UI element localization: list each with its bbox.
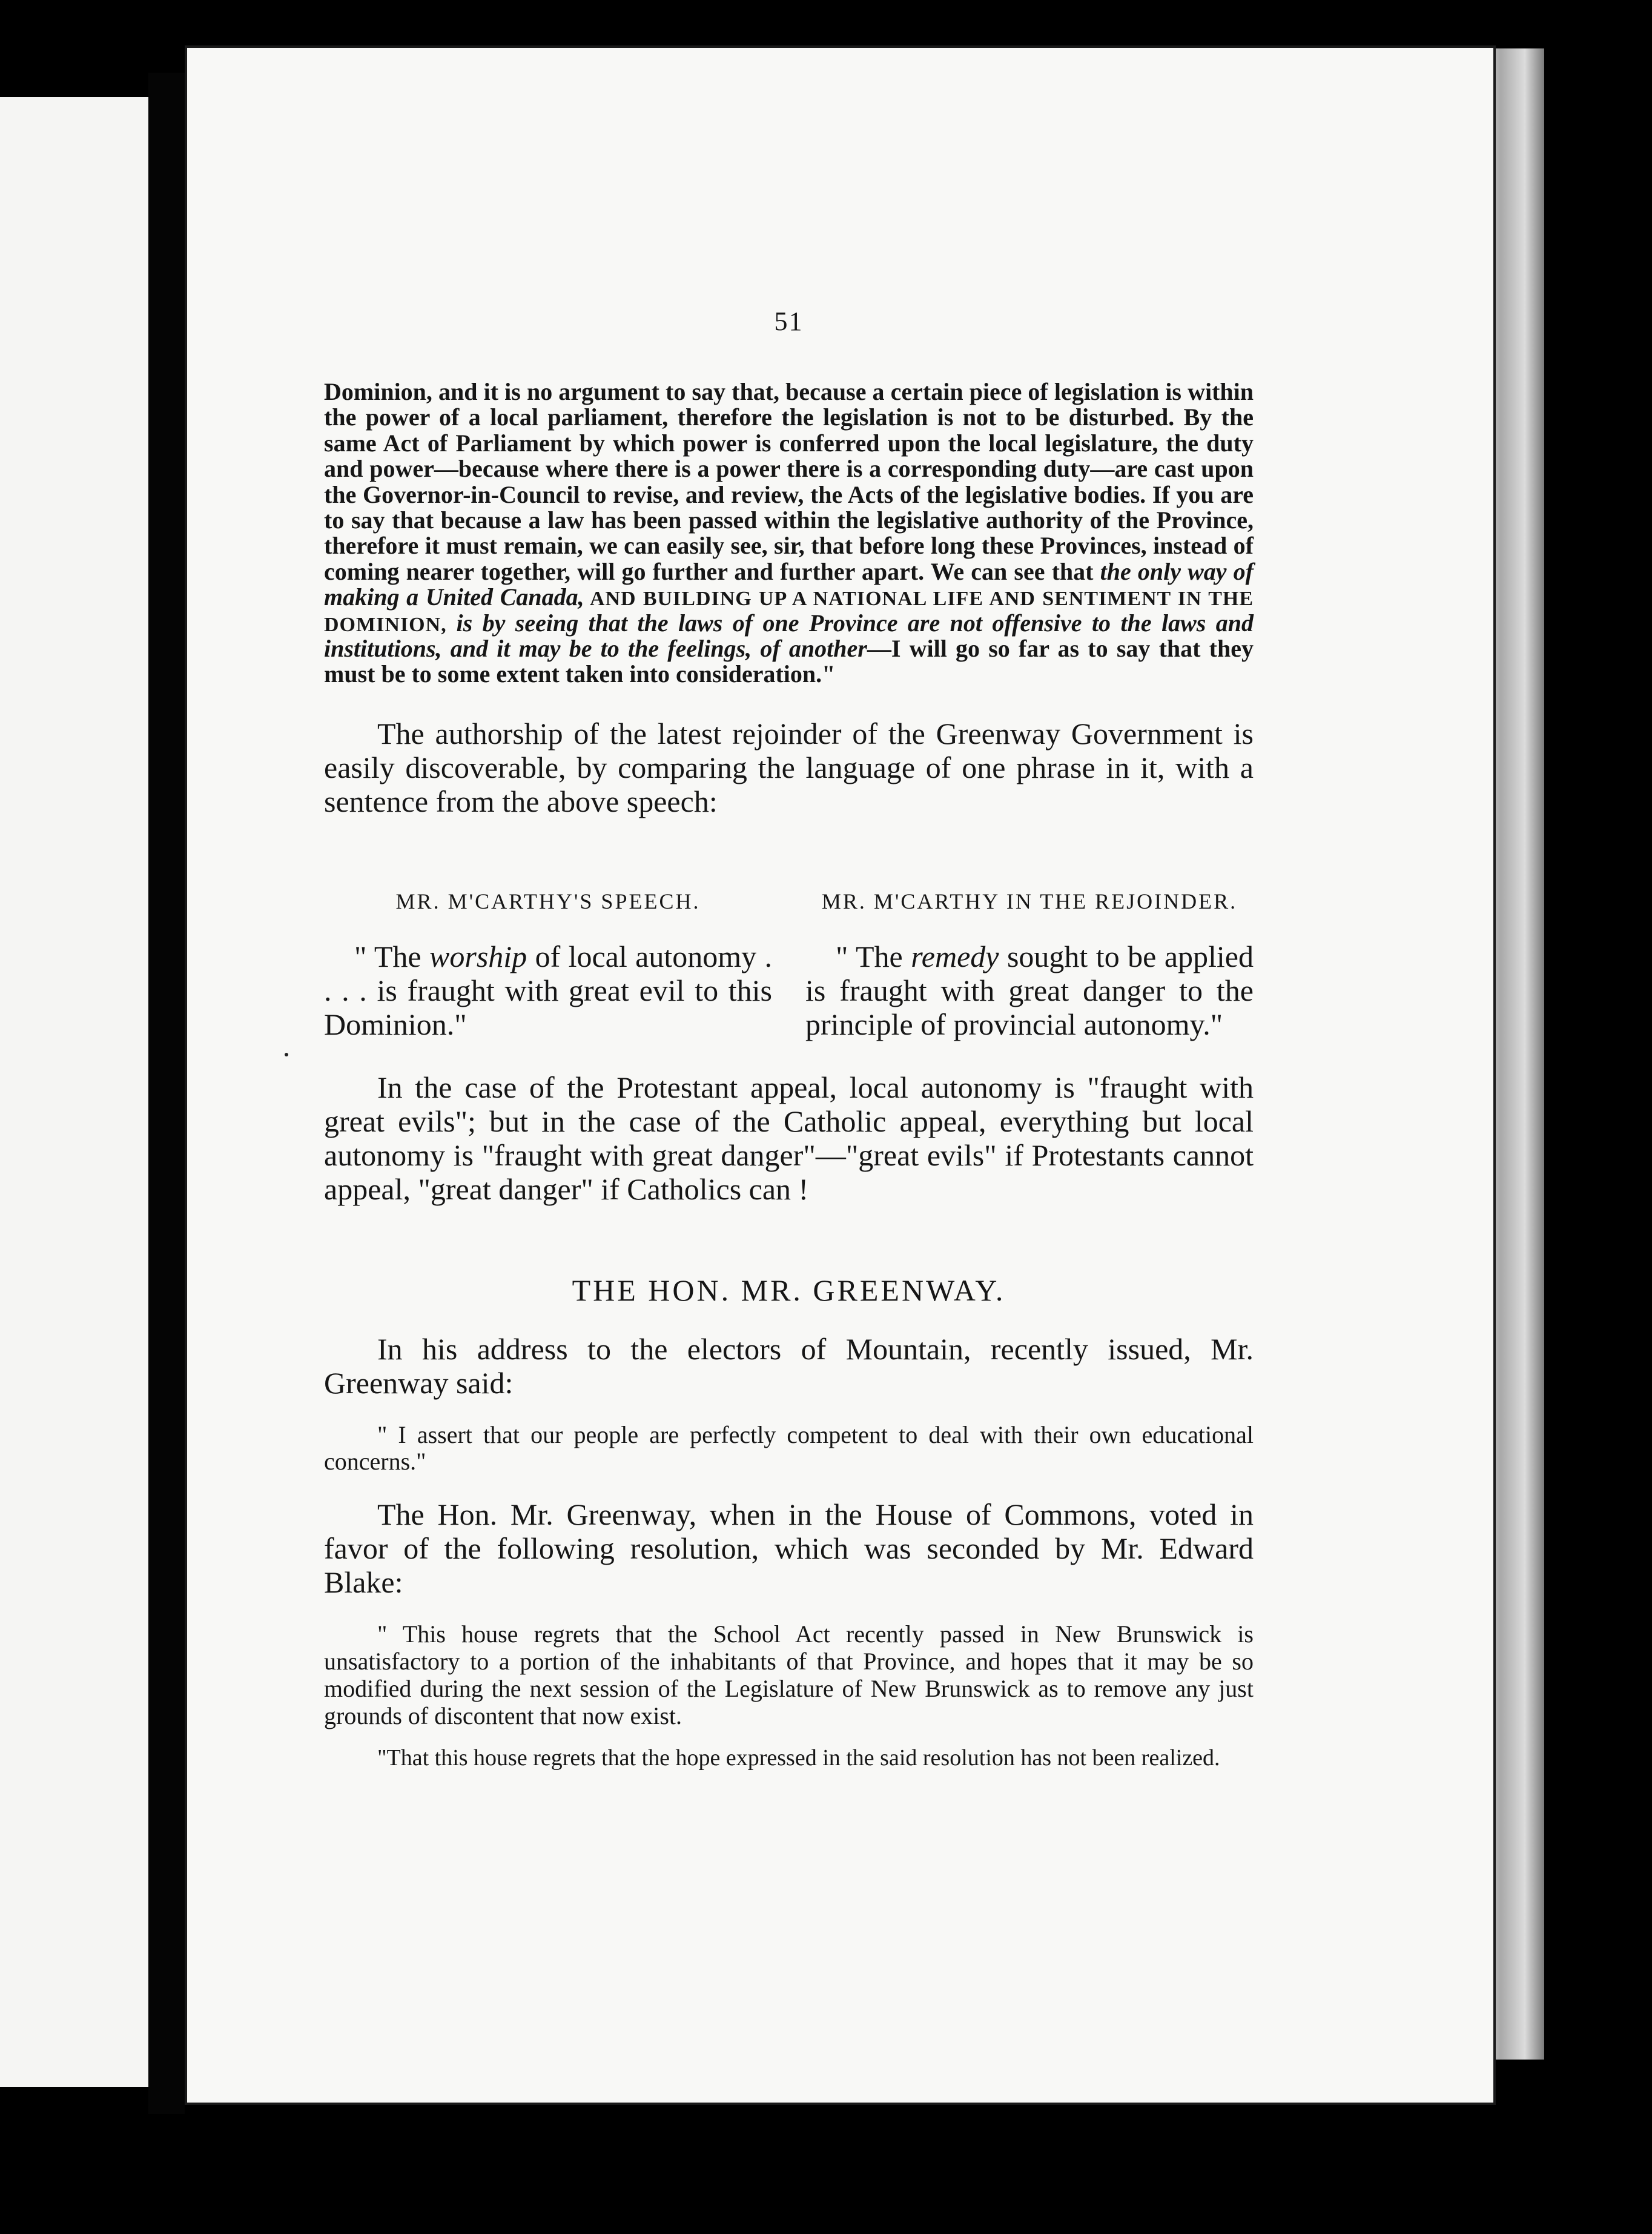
comparison-right-emphasis: remedy bbox=[911, 939, 999, 973]
comparison-right-pre: " The bbox=[836, 939, 911, 973]
comparison-left-column bbox=[324, 861, 772, 1041]
comparison-left-post: of local autonomy . . . . is fraught with great evil to this Dominion." bbox=[324, 939, 773, 1041]
comparison-left-heading: MR. M'CARTHY'S SPEECH. bbox=[395, 889, 701, 913]
opening-quote bbox=[324, 379, 1254, 688]
page-number: 51 bbox=[774, 307, 804, 336]
comparison-right-post: sought to be applied is fraught with great danger to the principle of provincial autonomy." bbox=[805, 939, 1254, 1041]
comparison-left-emphasis: worship bbox=[429, 939, 527, 973]
comparison-right-text bbox=[805, 940, 1254, 1041]
paragraph-address: In his address to the electors of Mountain, recently issued, Mr. Greenway said: bbox=[324, 1331, 1254, 1400]
quote-assert: " I assert that our people are perfectly competent to deal with their own educational concerns." bbox=[324, 1420, 1254, 1476]
comparison-right-column bbox=[805, 861, 1254, 1041]
opening-quote-part2: —I will go so far as to say that they must be to some extent taken into consideration." bbox=[324, 634, 1254, 688]
book-gutter bbox=[148, 73, 185, 2114]
print-speck bbox=[285, 1053, 288, 1056]
section-title: THE HON. MR. GREENWAY. bbox=[572, 1273, 1006, 1307]
quote-resolution: " This house regrets that the School Act recently passed in New Brunswick is unsatisfactory to a portion of the inhabitants of that Province, and hopes that it may be so modified during the next session of the Legislature of New Brunswick as to remove any just grounds of discontent that now exist. bbox=[324, 1620, 1254, 1729]
page-content bbox=[324, 306, 1254, 1771]
book-page bbox=[185, 45, 1496, 2105]
facing-page-edge bbox=[0, 97, 153, 2087]
opening-quote-part1: Dominion, and it is no argument to say that, because a certain piece of legislation is within the power of a local parliament, therefore the legislation is not to be disturbed. By the same Act of Parliament by which power is conferred upon the local legislature, the duty and power—because where there is a power there is a corresponding duty—are cast upon the Governor-in-Council to revise, and review, the Acts of the legislative bodies. If you are to say that because a law has been passed within the legislative authority of the Province, therefore it must remain, we can easily see, sir, that before long these Provinces, instead of coming nearer together, will go further and further apart. We can see that bbox=[324, 378, 1254, 585]
opening-quote-italic2: is by seeing that the laws of one Province are not offensive to the laws and institutions, and it may be to the feelings, of another bbox=[324, 609, 1254, 662]
speech-comparison bbox=[324, 861, 1254, 1041]
comparison-right-heading: MR. M'CARTHY IN THE REJOINDER. bbox=[821, 889, 1238, 913]
paragraph-authorship: The authorship of the latest rejoinder of the Greenway Government is easily discoverable, by comparing the language of one phrase in it, with a sentence from the above speech: bbox=[324, 716, 1254, 818]
comparison-left-text bbox=[324, 940, 772, 1041]
opening-quote-caps: AND BUILDING UP A NATIONAL LIFE AND SENTIMENT IN THE DOMINION, bbox=[324, 588, 1254, 636]
paragraph-case: In the case of the Protestant appeal, local autonomy is "fraught with great evils"; but in the case of the Catholic appeal, everything but local autonomy is "fraught with great danger"—"great evils" if Protestants cannot appeal, "great danger" if Catholics can ! bbox=[324, 1070, 1254, 1206]
comparison-left-pre: " The bbox=[354, 939, 430, 973]
paragraph-commons: The Hon. Mr. Greenway, when in the House of Commons, voted in favor of the following resolution, which was seconded by Mr. Edward Blake: bbox=[324, 1497, 1254, 1600]
opening-quote-italic1: the only way of making a United Canada, bbox=[324, 557, 1254, 611]
quote-regrets: "That this house regrets that the hope expressed in the said resolution has not been realized. bbox=[377, 1745, 1220, 1771]
